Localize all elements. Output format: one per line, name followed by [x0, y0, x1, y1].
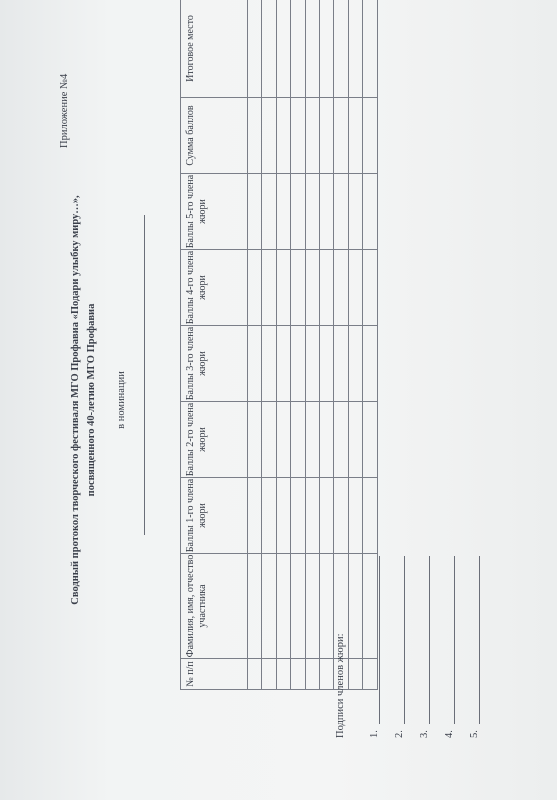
column-header-judge-2: Баллы 2-го члена жюри: [181, 402, 248, 478]
table-cell[interactable]: [305, 98, 319, 174]
table-cell[interactable]: [305, 0, 319, 98]
table-cell[interactable]: [305, 326, 319, 402]
table-cell[interactable]: [276, 659, 290, 690]
table-cell[interactable]: [262, 659, 276, 690]
table-cell[interactable]: [262, 98, 276, 174]
table-cell[interactable]: [291, 554, 305, 659]
table-cell[interactable]: [276, 174, 290, 250]
table-cell[interactable]: [348, 0, 362, 98]
table-cell[interactable]: [291, 174, 305, 250]
table-cell[interactable]: [319, 478, 333, 554]
table-cell[interactable]: [319, 402, 333, 478]
table-cell[interactable]: [348, 402, 362, 478]
table-cell[interactable]: [262, 174, 276, 250]
table-cell[interactable]: [291, 0, 305, 98]
table-cell[interactable]: [276, 0, 290, 98]
column-header-judge-5: Баллы 5-го члена жюри: [181, 174, 248, 250]
table-cell[interactable]: [363, 250, 377, 326]
table-cell[interactable]: [248, 0, 262, 98]
table-cell[interactable]: [348, 98, 362, 174]
signature-blank: [444, 556, 455, 724]
table-cell[interactable]: [262, 554, 276, 659]
table-cell[interactable]: [248, 554, 262, 659]
table-cell[interactable]: [319, 0, 333, 98]
table-row: [262, 0, 276, 690]
column-header-place: Итоговое место: [181, 0, 248, 98]
table-cell[interactable]: [276, 554, 290, 659]
table-cell[interactable]: [248, 98, 262, 174]
table-cell[interactable]: [276, 478, 290, 554]
table-cell[interactable]: [363, 478, 377, 554]
table-header-row: [181, 0, 248, 690]
signature-number: 3.: [419, 730, 430, 738]
table-cell[interactable]: [276, 402, 290, 478]
signature-line-4[interactable]: [444, 556, 455, 738]
table-cell[interactable]: [334, 0, 348, 98]
column-header-judge-4: Баллы 4-го члена жюри: [181, 250, 248, 326]
table-cell[interactable]: [334, 98, 348, 174]
signature-blank: [419, 556, 430, 724]
table-cell[interactable]: [363, 326, 377, 402]
signatures-title: Подписи членов жюри:: [335, 633, 346, 738]
table-cell[interactable]: [348, 659, 362, 690]
table-cell[interactable]: [248, 659, 262, 690]
table-cell[interactable]: [248, 174, 262, 250]
table-body: [248, 0, 378, 690]
signature-line-1[interactable]: [369, 556, 380, 738]
table-cell[interactable]: [305, 478, 319, 554]
table-cell[interactable]: [305, 554, 319, 659]
table-row: [334, 0, 348, 690]
column-header-number: № п/п: [181, 659, 248, 690]
signature-number: 1.: [369, 730, 380, 738]
table-cell[interactable]: [276, 250, 290, 326]
column-header-participant: Фамилия, имя, отчество участника: [181, 554, 248, 659]
table-cell[interactable]: [276, 326, 290, 402]
signature-line-2[interactable]: [394, 556, 405, 738]
table-cell[interactable]: [319, 250, 333, 326]
signature-number: 4.: [444, 730, 455, 738]
signature-number: 5.: [469, 730, 480, 738]
table-cell[interactable]: [262, 478, 276, 554]
table-cell[interactable]: [334, 326, 348, 402]
table-cell[interactable]: [348, 174, 362, 250]
table-cell[interactable]: [291, 98, 305, 174]
column-header-total: Сумма баллов: [181, 98, 248, 174]
table-cell[interactable]: [291, 659, 305, 690]
table-cell[interactable]: [363, 98, 377, 174]
table-cell[interactable]: [276, 98, 290, 174]
signature-line-3[interactable]: [419, 556, 430, 738]
table-cell[interactable]: [363, 402, 377, 478]
table-cell[interactable]: [319, 174, 333, 250]
table-cell[interactable]: [348, 554, 362, 659]
table-row: [276, 0, 290, 690]
table-cell[interactable]: [334, 250, 348, 326]
signature-line-5[interactable]: [469, 556, 480, 738]
table-cell[interactable]: [262, 250, 276, 326]
table-row: [248, 0, 262, 690]
table-cell[interactable]: [248, 478, 262, 554]
table-cell[interactable]: [334, 402, 348, 478]
document-title-line-1: Сводный протокол творческого фестиваля МГО Профавиа «Подари улыбку миру…»,: [70, 195, 81, 605]
table-cell[interactable]: [262, 402, 276, 478]
table-cell[interactable]: [319, 98, 333, 174]
appendix-label: Приложение №4: [59, 73, 70, 148]
column-header-judge-3: Баллы 3-го члена жюри: [181, 326, 248, 402]
table-cell[interactable]: [319, 326, 333, 402]
table-cell[interactable]: [262, 0, 276, 98]
table-cell[interactable]: [348, 478, 362, 554]
table-cell[interactable]: [291, 402, 305, 478]
table-cell[interactable]: [348, 326, 362, 402]
nomination-label: в номинации: [116, 371, 127, 429]
table-cell[interactable]: [248, 250, 262, 326]
column-header-judge-1: Баллы 1-го члена жюри: [181, 478, 248, 554]
protocol-table: [180, 0, 378, 690]
signature-blank: [469, 556, 480, 724]
signature-number: 2.: [394, 730, 405, 738]
document-title-line-2: посвященного 40-летию МГО Профавиа: [86, 303, 97, 497]
table-cell[interactable]: [248, 402, 262, 478]
table-cell[interactable]: [334, 174, 348, 250]
table-cell[interactable]: [305, 659, 319, 690]
table-row: [291, 0, 305, 690]
signature-blank: [369, 556, 380, 724]
table-cell[interactable]: [305, 402, 319, 478]
table-cell[interactable]: [291, 326, 305, 402]
table-cell[interactable]: [348, 250, 362, 326]
table-cell[interactable]: [334, 478, 348, 554]
signature-blank: [394, 556, 405, 724]
table-cell[interactable]: [262, 326, 276, 402]
table-row: [348, 0, 362, 690]
table-cell[interactable]: [305, 174, 319, 250]
nomination-blank-line: [144, 215, 145, 535]
table-cell[interactable]: [363, 0, 377, 98]
table-row: [319, 0, 333, 690]
table-cell[interactable]: [305, 250, 319, 326]
table-row: [305, 0, 319, 690]
table-cell[interactable]: [291, 478, 305, 554]
table-cell[interactable]: [363, 174, 377, 250]
table-cell[interactable]: [291, 250, 305, 326]
table-cell[interactable]: [248, 326, 262, 402]
table-cell[interactable]: [319, 659, 333, 690]
table-cell[interactable]: [319, 554, 333, 659]
